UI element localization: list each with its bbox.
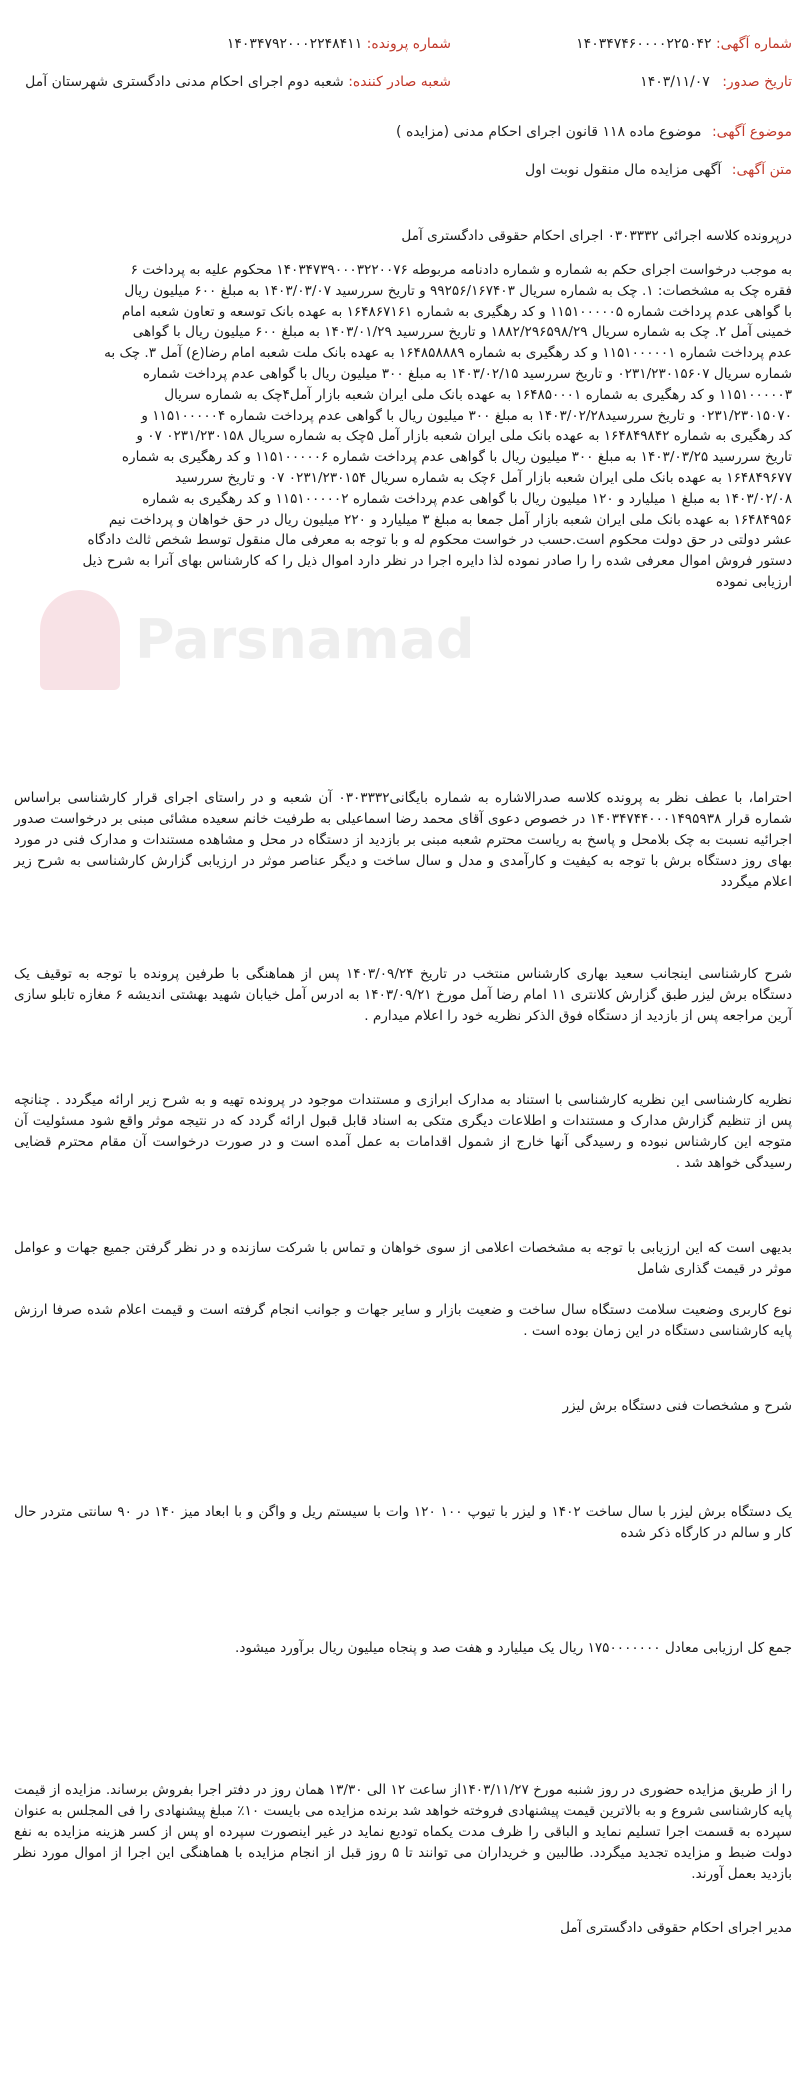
issuer-branch-label: شعبه صادر کننده: [348, 74, 451, 90]
paragraph-10: را از طریق مزایده حضوری در روز شنبه مورخ ۱۴۰۳/۱۱/۲۷از ساعت ۱۲ الی ۱۳/۳۰ همان روز در دفتر اجرا بفروش برساند. مزایده از قیمت پایه کارشناسی شروع و به بالاترین قیمت پیشنهادی فروخته خواهد شد برنده مزایده می بایست ۱۰٪ مبلغ پیشنهادی را فی المجلس به عنوان سپرده به قسمت اجرا تسلیم نماید و الباقی را ظرف مدت یکماه تودیع نماید در غیر اینصورت سپرده او پس از کسر هزینه مزایده به نفع دولت ضبط و مزایده تجدید میگردد. طالبین و خریداران می توانند تا ۵ روز قبل از انجام مزایده با هماهنگی این اجرا از اموال مورد نظر بازدید بعمل آورند. [14, 1782, 792, 1882]
paragraph-1-line: ۱۶۴۸۴۹۵۶ به عهده بانک ملی ایران شعبه بازار آمل جمعا به مبلغ ۳ میلیارد و ۲۲۰ میلیون ریال در حق خواهان و پرداخت نیم [108, 511, 792, 528]
paragraph-1-line: ۱۱۵۱۰۰۰۰۰۳ و کد رهگیری به شماره ۱۶۴۸۵۰۰۰۱ به عهده بانک ملی ایران شعبه بازار آمل۴چک به شماره سریال [164, 386, 792, 403]
paragraph-6: نوع کاربری وضعیت سلامت دستگاه سال ساخت و ضعیت بازار و سایر جهات و جوانب انجام گرفته است و قیمت اعلام شده صرفا ارزش پایه کارشناسی دستگاه در این زمان بوده است . [14, 1302, 792, 1339]
ad-number-label: شماره آگهی: [715, 36, 792, 52]
paragraph-1-line: تاریخ سررسید ۱۴۰۳/۰۳/۲۵ به مبلغ ۳۰۰ میلیون ریال با گواهی عدم پرداخت شماره ۱۱۵۱۰۰۰۰۰۶ و کد رهگیری به شماره [121, 449, 792, 466]
case-number-row [227, 36, 451, 52]
paragraph-1 [14, 260, 792, 593]
watermark-logo-icon [40, 590, 120, 690]
paragraph-1-line: ۱۶۴۸۴۹۶۷۷ به عهده بانک ملی ایران شعبه بازار آمل ۶چک به شماره سریال ۰۲۳۱/۲۳۰۱۵۴ ۰۷ و تاریخ سررسید [175, 469, 792, 486]
paragraph-1-line: عدم پرداخت شماره ۱۱۵۱۰۰۰۰۰۱ و کد رهگیری به شماره ۱۶۴۸۵۸۸۸۹ به عهده بانک ملت شعبه امام رضا(ع) آمل ۳. چک به [104, 345, 792, 362]
ad-text-value: آگهی مزایده مال منقول نوبت اول [524, 162, 722, 178]
paragraph-1-line: فقره چک به مشخصات: ۱. چک به شماره سریال ۹۹۲۵۶/۱۶۷۴۰۳ و تاریخ سررسید ۱۴۰۳/۰۳/۰۷ به مبلغ ۶۰۰ میلیون ریال [124, 282, 792, 299]
issue-date: ۱۴۰۳/۱۱/۰۷ [640, 74, 710, 90]
issuer-branch-row [25, 74, 451, 90]
paragraph-1-line: کد رهگیری به شماره ۱۶۴۸۴۹۸۴۲ به عهده بانک ملی ایران شعبه بازار آمل ۵چک به شماره سریال ۰۲۳۱/۲۳۰۱۵۸ ۰۷ و [136, 428, 792, 445]
subject-label: موضوع آگهی: [711, 124, 792, 140]
paragraph-5: بدیهی است که این ارزیابی با توجه به مشخصات اعلامی از سوی خواهان و تماس با شرکت سازنده و در نظر گرفتن جمیع جهات و عوامل موثر در قیمت گذاری شامل [14, 1240, 792, 1277]
total-valuation: جمع کل ارزیابی معادل ۱۷۵۰۰۰۰۰۰۰ ریال یک میلیارد و هفت صد و پنجاه میلیون ریال برآورد میشود. [235, 1640, 792, 1656]
paragraph-1-line: ۰۲۳۱/۲۳۰۱۵۰۷۰ و تاریخ سررسید۱۴۰۳/۰۲/۲۸ به مبلغ ۳۰۰ میلیون ریال با گواهی عدم پرداخت شماره ۱۱۵۱۰۰۰۰۰۴ و [141, 407, 792, 424]
paragraph-1-line: دستور فروش اموال معرفی شده را را صادر نموده لذا دایره اجرا در نظر دارد اموال ذیل را که کارشناس بهای آنرا به شرح ذیل [82, 553, 792, 570]
ad-number: ۱۴۰۳۴۷۴۶۰۰۰۰۲۲۵۰۴۲ [576, 36, 712, 52]
paragraph-3: شرح کارشناسی اینجانب سعید بهاری کارشناس منتخب در تاریخ ۱۴۰۳/۰۹/۲۴ پس از هماهنگی با طرفین پرونده با توجه به توقیف یک دستگاه برش لیزر طبق گزارش کلانتری ۱۱ امام رضا آمل مورخ ۱۴۰۳/۰۹/۲۱ به ادرس آمل خیابان شهید بهشتی اندیشه ۶ مغازه تابلو سازی آرین مراجعه پس از بازدید از دستگاه فوق الذکر نظریه خود را اعلام میدارم . [14, 966, 793, 1024]
paragraph-8: یک دستگاه برش لیزر با سال ساخت ۱۴۰۲ و لیزر با تیوپ ۱۰۰ ۱۲۰ وات با سیستم ریل و واگن و با ابعاد میز ۱۴۰ در ۹۰ سانتی متردر حال کار و سالم در کارگاه ذکر شده [14, 1504, 792, 1541]
signature: مدیر اجرای احکام حقوقی دادگستری آمل [560, 1920, 792, 1936]
paragraph-1-line: شماره سریال ۰۲۳۱/۲۳۰۱۵۶۰۷ و تاریخ سررسید ۱۴۰۳/۰۲/۱۵ به مبلغ ۳۰۰ میلیون ریال با گواهی عدم پرداخت شماره [142, 365, 792, 382]
watermark [40, 590, 475, 690]
paragraph-1-line: به موجب درخواست اجرای حکم به شماره و شماره دادنامه مربوطه ۱۴۰۳۴۷۳۹۰۰۰۳۲۲۰۰۷۶ محکوم علیه به پرداخت ۶ [130, 262, 792, 278]
paragraph-1-line: با گواهی عدم پرداخت شماره ۱۱۵۱۰۰۰۰۰۵ و کد رهگیری به شماره ۱۶۴۸۶۷۱۶۱ به عهده بانک توسعه و تعاون شعبه امام [121, 303, 792, 320]
paragraph-1-line: ۱۴۰۳/۰۲/۰۸ به مبلغ ۱ میلیارد و ۱۲۰ میلیون ریال با گواهی عدم پرداخت شماره ۱۱۵۱۰۰۰۰۰۲ و کد رهگیری به شماره [142, 490, 792, 507]
paragraph-4: نظریه کارشناسی این نظریه کارشناسی با استناد به مدارک ابرازی و مستندات موجود در پرونده تهیه و به شرح زیر ارائه میگردد . چنانچه پس از تنظیم گزارش مدارک و مستندات و اطلاعات دیگری متکی به اسناد قابل قبول ارائه گردد که در نتیجه موثر واقع شود مسئولیت آن متوجه این کارشناس نبوده و رسیدگی آنها خارج از شمول اقدامات به عمل آمده است و در صورت درخواست آن مقام محترم قضایی رسیدگی خواهد شد . [14, 1092, 792, 1171]
ad-text-label: متن آگهی: [731, 162, 792, 178]
intro-line: درپرونده کلاسه اجرائی ۰۳۰۳۳۳۲ اجرای احکام حقوقی دادگستری آمل [401, 228, 792, 244]
case-number: ۱۴۰۳۴۷۹۲۰۰۰۲۲۴۸۴۱۱ [226, 36, 363, 52]
issue-date-label: تاریخ صدور: [722, 74, 792, 90]
issue-date-row [640, 74, 792, 90]
subject-row [396, 124, 792, 140]
subject-value: موضوع ماده ۱۱۸ قانون اجرای احکام مدنی (مزایده ) [396, 124, 702, 140]
ad-number-row [576, 36, 792, 52]
case-number-label: شماره پرونده: [366, 36, 451, 52]
tech-spec-heading: شرح و مشخصات فنی دستگاه برش لیزر [562, 1398, 792, 1414]
paragraph-2: احتراما، با عطف نظر به پرونده کلاسه صدرالاشاره به شماره بایگانی۰۳۰۳۳۳۲ آن شعبه و در راستای اجرای قرار کارشناسی براساس شماره قرار ۱۴۰۳۴۷۴۴۰۰۰۱۴۹۵۹۳۸ در خصوص دعوی آقای محمد رضا اسماعیلی به طرفیت خانم سعیده مشائی مبنی بر درخواست صدور اجرائیه نسبت به چک بلامحل و پاسخ به ریاست محترم شعبه مبنی بر بازدید از دستگاه در محل و مشاهده مستندات و مدارک فنی در مورد بهای روز دستگاه برش با توجه به کیفیت و کارآمدی و مدل و سال ساخت و دیگر عناصر موثر در ارزیابی گزارش کارشناسی به شرح زیر اعلام میگردد [14, 790, 793, 890]
paragraph-1-line: ارزیابی نموده [715, 573, 792, 590]
paragraph-1-line: عشر دولتی در حق دولت محکوم است.حسب در خواست محکوم له و با توجه به معرفی مال منقول توسط شخص ثالث دادگاه [87, 532, 792, 549]
notice-header [0, 0, 806, 108]
issuer-branch: شعبه دوم اجرای احکام مدنی دادگستری شهرستان آمل [25, 74, 344, 90]
watermark-text: Parsnamad [135, 608, 475, 671]
ad-text-row [525, 162, 792, 178]
paragraph-1-line: خمینی آمل ۲. چک به شماره سریال ۱۸۸۲/۲۹۶۵۹۸/۲۹ و تاریخ سررسید ۱۴۰۳/۰۱/۲۹ به مبلغ ۶۰۰ میلیون ریال با گواهی [132, 324, 792, 341]
